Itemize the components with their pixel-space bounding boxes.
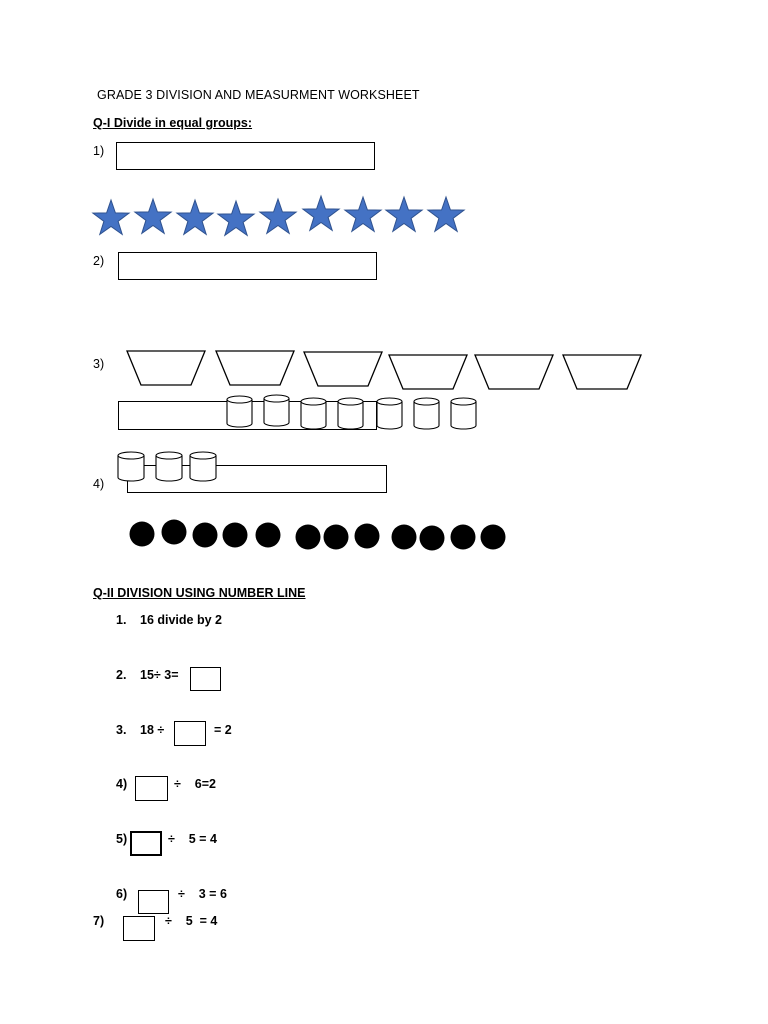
circle-icon bbox=[130, 522, 155, 547]
q1-item-2-label: 2) bbox=[93, 254, 105, 268]
bowl-icon bbox=[475, 355, 553, 389]
answer-box-q2-4[interactable] bbox=[135, 776, 168, 801]
worksheet-title: GRADE 3 DIVISION AND MEASURMENT WORKSHEET bbox=[97, 88, 420, 102]
q1-item-1-label: 1) bbox=[93, 144, 105, 158]
circle-icon bbox=[256, 523, 281, 548]
circle-icon bbox=[392, 525, 417, 550]
circle-icon bbox=[481, 525, 506, 550]
star-icon bbox=[345, 197, 381, 231]
answer-box-q2-3[interactable] bbox=[174, 721, 206, 746]
q2-item-6-after: ÷ 3 = 6 bbox=[178, 887, 227, 901]
circle-icon bbox=[296, 525, 321, 550]
circle-icon bbox=[324, 525, 349, 550]
q2-item-2-text: 15÷ 3= bbox=[140, 668, 179, 682]
circle-icon bbox=[162, 520, 187, 545]
q2-item-3-before: 18 ÷ bbox=[140, 723, 165, 737]
q2-item-1-label: 1. bbox=[116, 613, 127, 627]
bowl-icon bbox=[563, 355, 641, 389]
circle-icon bbox=[355, 524, 380, 549]
q2-item-6-label: 6) bbox=[116, 887, 128, 901]
cylinder-icon bbox=[451, 398, 476, 429]
q2-item-7-after: ÷ 5 = 4 bbox=[165, 914, 218, 928]
star-icon bbox=[177, 200, 213, 234]
cylinder-icon bbox=[377, 398, 402, 429]
star-icon bbox=[303, 196, 339, 230]
star-icon bbox=[260, 199, 296, 233]
bowl-icon bbox=[389, 355, 467, 389]
cylinder-icon bbox=[414, 398, 439, 429]
q2-item-4-after: ÷ 6=2 bbox=[174, 777, 216, 791]
q2-item-4-label: 4) bbox=[116, 777, 128, 791]
q2-item-3-label: 3. bbox=[116, 723, 127, 737]
answer-box-q2-2[interactable] bbox=[190, 667, 221, 691]
bowl-icon bbox=[216, 351, 294, 385]
q2-item-1-text: 16 divide by 2 bbox=[140, 613, 222, 627]
q2-item-3-after: = 2 bbox=[214, 723, 232, 737]
star-icon bbox=[93, 200, 129, 234]
circle-icon bbox=[420, 526, 445, 551]
star-icon bbox=[386, 197, 422, 231]
answer-box-3[interactable] bbox=[118, 401, 377, 430]
q1-item-4-label: 4) bbox=[93, 477, 105, 491]
star-icon bbox=[428, 197, 464, 231]
q2-item-5-label: 5) bbox=[116, 832, 128, 846]
answer-box-4[interactable] bbox=[127, 465, 387, 493]
circle-icon bbox=[223, 523, 248, 548]
bowl-icon bbox=[304, 352, 382, 386]
answer-box-1[interactable] bbox=[116, 142, 375, 170]
bowl-icon bbox=[127, 351, 205, 385]
section-heading-q2: Q-II DIVISION USING NUMBER LINE bbox=[93, 586, 306, 600]
circle-icon bbox=[451, 525, 476, 550]
q2-item-7-label: 7) bbox=[93, 914, 105, 928]
answer-box-q2-5[interactable] bbox=[130, 831, 162, 856]
q1-item-3-label: 3) bbox=[93, 357, 105, 371]
star-icon bbox=[218, 201, 254, 235]
section-heading-q1: Q-I Divide in equal groups: bbox=[93, 116, 253, 130]
answer-box-2[interactable] bbox=[118, 252, 377, 280]
star-icon bbox=[135, 199, 171, 233]
answer-box-q2-7[interactable] bbox=[123, 916, 155, 941]
q2-item-5-after: ÷ 5 = 4 bbox=[168, 832, 217, 846]
circle-icon bbox=[193, 523, 218, 548]
q2-item-2-label: 2. bbox=[116, 668, 127, 682]
answer-box-q2-6[interactable] bbox=[138, 890, 169, 914]
